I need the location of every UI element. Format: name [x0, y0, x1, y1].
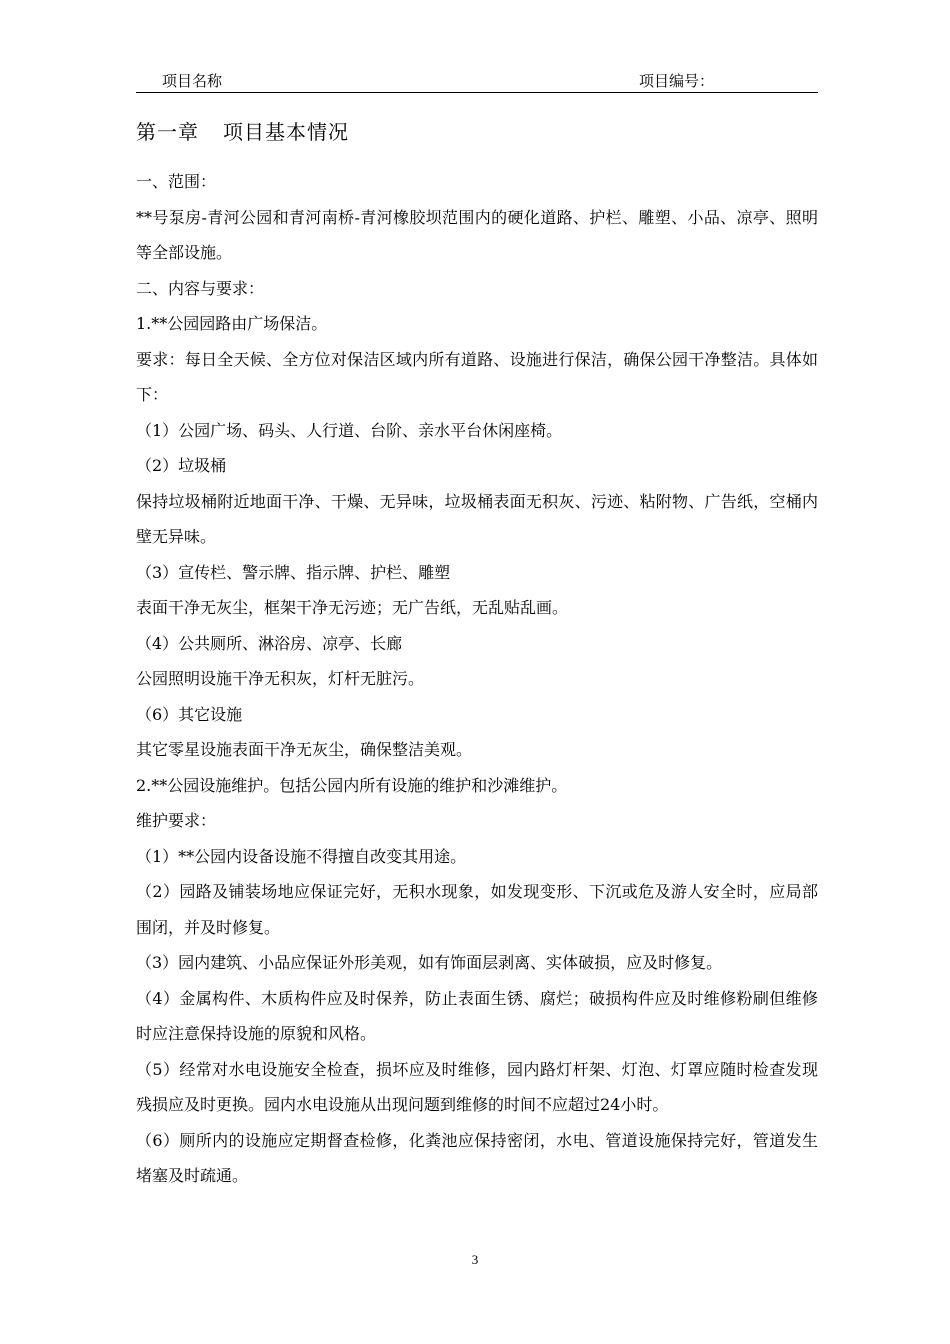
paragraph: 1.**公园园路由广场保洁。 — [136, 314, 328, 333]
paragraph: 二、内容与要求： — [136, 278, 265, 298]
paragraph: （1）公园广场、码头、人行道、台阶、亲水平台休闲座椅。 — [136, 420, 563, 440]
paragraph: （3）园内建筑、小品应保证外形美观，如有饰面层剥离、实体破损，应及时修复。 — [136, 953, 723, 972]
paragraph: （2）园路及铺装场地应保证完好，无积水现象，如发现变形、下沉或危及游人安全时，应局部围闭，并及时修复。 — [136, 882, 818, 937]
paragraph: 维护要求： — [136, 811, 217, 830]
paragraph: （1）**公园内设备设施不得擅自改变其用途。 — [136, 846, 467, 866]
project-number-label: 项目编号： — [639, 72, 715, 90]
paragraph: （3）宣传栏、警示牌、指示牌、护栏、雕塑 — [136, 562, 451, 582]
paragraph: （4）金属构件、木质构件应及时保养，防止表面生锈、腐烂；破损构件应及时维修粉刷但维修时应注意保持设施的原貌和风格。 — [136, 988, 818, 1043]
page-number: 3 — [471, 1252, 479, 1267]
paragraph: （6）厕所内的设施应定期督查检修，化粪池应保持密闭，水电、管道设施保持完好，管道发生堵塞及时疏通。 — [136, 1130, 818, 1185]
paragraph: （5）经常对水电设施安全检查，损坏应及时维修，园内路灯杆架、灯泡、灯罩应随时检查发现残损应及时更换。园内水电设施从出现问题到维修的时间不应超过24小时。 — [136, 1059, 818, 1114]
paragraph: 表面干净无灰尘，框架干净无污迹；无广告纸，无乱贴乱画。 — [136, 598, 569, 617]
document-body — [136, 164, 818, 1194]
paragraph: 要求：每日全天候、全方位对保洁区域内所有道路、设施进行保洁，确保公园干净整洁。具体如下： — [136, 349, 818, 404]
chapter-number: 第一章 — [136, 120, 199, 144]
project-name-label: 项目名称 — [162, 72, 223, 90]
paragraph: **号泵房-青河公园和青河南桥-青河橡胶坝范围内的硬化道路、护栏、雕塑、小品、凉亭、照明等全部设施。 — [136, 207, 818, 262]
paragraph: （6）其它设施 — [136, 704, 243, 724]
paragraph: （2）垃圾桶 — [136, 456, 227, 475]
paragraph: 保持垃圾桶附近地面干净、干燥、无异味，垃圾桶表面无积灰、污迹、粘附物、广告纸，空桶内壁无异味。 — [136, 491, 818, 546]
paragraph: 一、范围： — [136, 172, 217, 191]
page-header — [136, 64, 818, 93]
paragraph: （4）公共厕所、淋浴房、凉亭、长廊 — [136, 633, 403, 653]
paragraph: 2.**公园设施维护。包括公园内所有设施的维护和沙滩维护。 — [136, 775, 568, 795]
chapter-heading — [136, 116, 349, 145]
paragraph: 其它零星设施表面干净无灰尘，确保整洁美观。 — [136, 740, 473, 759]
paragraph: 公园照明设施干净无积灰，灯杆无脏污。 — [136, 669, 425, 688]
chapter-title: 项目基本情况 — [223, 120, 349, 144]
